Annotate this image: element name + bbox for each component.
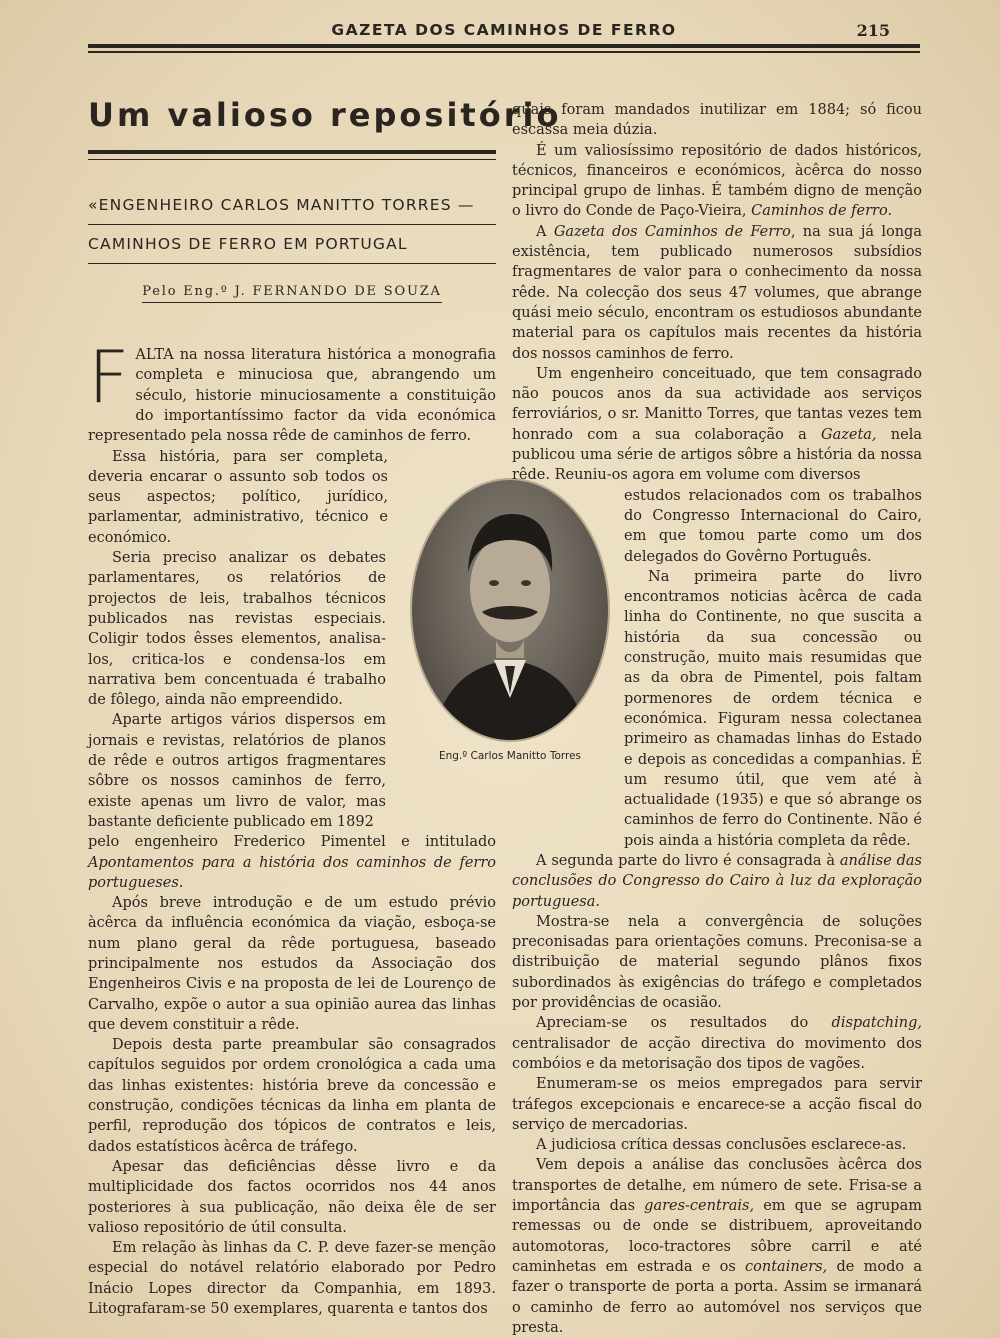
publication-title: GAZETA DOS CAMINHOS DE FERRO (331, 21, 677, 39)
paragraph-text: nela publicou uma série de artigos sôbre a história da nossa rêde. Reuniu-os agora em volume com diversos (512, 426, 922, 484)
drop-cap: F (88, 335, 130, 420)
paragraph-text: pelo engenheiro Frederico Pimentel e intitulado (88, 834, 496, 851)
article-subtitle (88, 186, 496, 264)
title-rule-thick (88, 150, 496, 154)
paragraph-text: , na sua já longa existência, tem publicado numerosos subsídios fragmentares de valor para o conhecimento da nossa rêde. Na colecção dos seus 47 volumes, que abrange quási meio século, encontram os estudiosos abundante material para os capítulos mais recentes da história dos nossos caminhos de ferro. (512, 223, 922, 362)
paragraph: Em relação às linhas da C. P. deve fazer-se menção especial do notável relatório elaborado por Pedro Inácio Lopes director da Companhia, em 1893. Litografaram-se 50 exemplares, quarenta e tantos dos (88, 1240, 496, 1318)
paragraph (512, 1155, 922, 1338)
paragraph-text: de modo a fazer o transporte de porta a porta. Assim se irmanará o caminho de ferro ao automóvel nos serviços que presta. (512, 1258, 922, 1336)
article-title: Um valioso repositório (88, 96, 562, 134)
term: gares-centrais, (644, 1198, 755, 1215)
paragraph-text: A segunda parte do livro é consagrada à (536, 852, 840, 869)
book-section-title: análise das conclusões do Congresso do Cairo à luz da exploração portuguesa. (512, 852, 922, 910)
term: dispatching, (831, 1015, 922, 1032)
publication-name: Gazeta dos Caminhos de Ferro (553, 223, 791, 240)
paragraph (512, 141, 922, 222)
byline (88, 284, 496, 299)
paragraph: Enumeram-se os meios empregados para servir tráfegos excepcionais e encarece-se a acção fiscal do serviço de mercadorias. (512, 1076, 922, 1133)
paragraph: quais foram mandados inutilizar em 1884; só ficou escassa meia dúzia. (512, 102, 922, 139)
paragraph: Após breve introdução e de um estudo prévio àcêrca da influência económica da viação, esboça-se num plano geral da rêde portuguesa, baseado principalmente nos estudos da Associação dos Engenheiros Civis e na proposta de lei de Lourenço de Carvalho, expõe o autor a sua opinião aurea das linhas que devem constituir a rêde. (88, 895, 496, 1033)
right-column (512, 100, 922, 1338)
paragraph: Seria preciso analizar os debates parlamentares, os relatórios de projectos de leis, trabalhos técnicos publicados nas revistas especiais. Coligir todos êsses elementos, analisa-los, critica-los e condensa-los em narrativa bem concentuada é trabalho de fôlego, ainda não empreendido. (88, 550, 386, 709)
paragraph (512, 1013, 922, 1074)
term: containers, (745, 1258, 828, 1275)
byline-text: Pelo Eng.º J. FERNANDO DE SOUZA (142, 284, 441, 303)
page-number: 215 (856, 21, 890, 40)
book-title: Caminhos de ferro. (751, 203, 893, 220)
publication-name: Gazeta, (821, 426, 877, 443)
paragraph-text: A (536, 223, 554, 240)
header-rule-thick (88, 44, 920, 48)
photo-caption: Eng.º Carlos Manitto Torres (438, 750, 582, 762)
paragraph (88, 832, 496, 893)
paragraph-text: ALTA na nossa literatura histórica a monografia completa e minuciosa que, abrangendo um século, historie minuciosamente a constituição do importantíssimo factor da vida económica representado pela nossa rêde de caminhos de ferro. (88, 347, 496, 445)
book-title: Apontamentos para a história dos caminhos de ferro portugueses. (88, 854, 496, 891)
running-header (88, 18, 920, 44)
paragraph: Apesar das deficiências dêsse livro e da multiplicidade dos factos ocorridos nos 44 anos posteriores à sua publicação, não deixa êle de ser valioso repositório de útil consulta. (88, 1158, 496, 1236)
paragraph: Aparte artigos vários dispersos em jornais e revistas, relatórios de planos de rêde e outros artigos fragmentares sôbre os nossos caminhos de ferro, existe apenas um livro de valor, mas bastante deficiente publicado em 1892 (88, 712, 386, 830)
paragraph: Essa história, para ser completa, deveria encarar o assunto sob todos os seus aspectos; político, jurídico, parlamentar, administrativo, técnico e económico. (88, 448, 388, 546)
paragraph-text: Vem depois a análise das conclusões àcêrca dos transportes de detalhe, em número de sete. Frisa-se a importância das (512, 1157, 922, 1215)
subtitle-line-2: CAMINHOS DE FERRO EM PORTUGAL (88, 225, 496, 264)
paragraph-text: Apreciam-se os resultados do (536, 1015, 832, 1032)
paragraph (512, 851, 922, 912)
paragraph: Na primeira parte do livro encontramos noticias àcêrca de cada linha do Continente, no que suscita a história da sua concessão ou construção, muito mais resumidas que as da obra de Pimentel, pois faltam pormenores de ordem técnica e económica. Figuram nessa colectanea primeiro as chamadas linhas do Estado e depois as concedidas a companhias. É um resumo útil, que vem até à actualidade (1935) e que só abrange os caminhos de ferro do Continente. Não é pois ainda a história completa da rêde. (624, 568, 922, 849)
paragraph: Depois desta parte preambular são consagrados capítulos seguidos por ordem cronológica a cada uma das linhas existentes: história breve da concessão e construção, condições técnicas da linha em planta de perfil, reprodução dos tópicos de contratos e leis, dados estatísticos àcêrca de tráfego. (88, 1037, 496, 1155)
subtitle-line-1: «ENGENHEIRO CARLOS MANITTO TORRES — (88, 186, 496, 225)
paragraph-text: Um engenheiro conceituado, que tem consagrado não poucos anos da sua actividade aos serviços ferroviários, o sr. Manitto Torres, que tantas vezes tem honrado com a sua colaboração a (512, 365, 922, 443)
paragraph: A judiciosa crítica dessas conclusões esclarece-as. (536, 1137, 907, 1154)
paragraph-text: É um valiosíssimo repositório de dados históricos, técnicos, financeiros e económicos, àcêrca do nosso principal grupo de linhas. É também digno de menção o livro do Conde de Paço-Vieira, (512, 142, 922, 220)
paragraph (512, 364, 922, 486)
paragraph (88, 335, 496, 446)
header-rule-thin (88, 51, 920, 53)
paragraph-text: em que se agrupam remessas ou de onde se distribuem, aproveitando automotoras, loco-tractores sôbre carril e até caminhetas em estrada e os (512, 1198, 922, 1275)
paragraph: estudos relacionados com os trabalhos do Congresso Internacional do Cairo, em que tomou parte como um dos delegados do Govêrno Português. (624, 487, 922, 565)
paragraph: Mostra-se nela a convergência de soluções preconisadas para orientações comuns. Preconisa-se a distribuição de material segundo plânos fixos subordinados às exigências do tráfego e completados por providências de ocasião. (512, 913, 922, 1012)
paragraph-text: centralisador de acção directiva do movimento dos combóios e da metorisação dos tipos de vagões. (512, 1035, 922, 1072)
title-rule-thin (88, 159, 496, 160)
paragraph (512, 222, 922, 364)
